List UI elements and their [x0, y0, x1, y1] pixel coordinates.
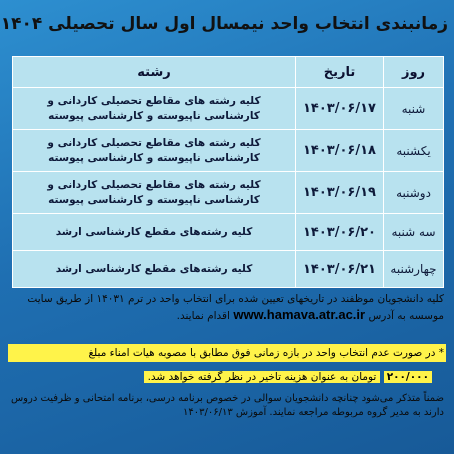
- row-field: کلیه رشته‌های مقطع کارشناسی ارشد: [55, 262, 253, 275]
- header-field: رشته: [137, 64, 171, 80]
- advisor-notice: [8, 392, 444, 448]
- table-row: [13, 250, 443, 287]
- registration-notice-end: اقدام نمایند.: [176, 310, 230, 322]
- table-row: [13, 87, 443, 129]
- row-day: شنبه: [383, 88, 443, 129]
- table-header-row: [13, 57, 443, 87]
- row-field: کلیه رشته های مقاطع تحصیلی کاردانی و کارشناسی ناپیوسته و کارشناسی پیوسته: [47, 136, 261, 164]
- table-row: [13, 129, 443, 171]
- header-date: تاریخ: [295, 57, 383, 87]
- row-day: سه شنبه: [383, 214, 443, 250]
- schedule-table: [12, 56, 444, 288]
- row-field: کلیه رشته های مقاطع تحصیلی کاردانی و کارشناسی ناپیوسته و کارشناسی پیوسته: [47, 94, 261, 122]
- row-date: ۱۴۰۳/۰۶/۲۰: [295, 214, 383, 250]
- row-day: دوشنبه: [383, 172, 443, 213]
- table-row: [13, 213, 443, 250]
- row-date: ۱۴۰۳/۰۶/۱۷: [295, 88, 383, 129]
- advisor-notice-text: ضمناً متذکر می‌شود چنانچه دانشجویان سوالی در خصوص برنامه درسی، برنامه امتحانی و ظرفیت دروس دارند به مدیر گروه مربوطه مراجعه نمایند.: [10, 393, 444, 418]
- website-link[interactable]: www.hamava.atr.ac.ir: [233, 307, 366, 322]
- page-title: زمانبندی انتخاب واحد نیمسال اول سال تحصیلی ۱۴۰۴: [0, 14, 448, 34]
- row-date: ۱۴۰۳/۰۶/۲۱: [295, 251, 383, 287]
- row-date: ۱۴۰۳/۰۶/۱۸: [295, 130, 383, 171]
- row-date: ۱۴۰۳/۰۶/۱۹: [295, 172, 383, 213]
- late-fee-notice-line1: * در صورت عدم انتخاب واحد در بازه زمانی فوق مطابق با مصوبه هیات امناء مبلغ: [8, 344, 446, 362]
- registration-notice: [8, 292, 444, 332]
- header-day: روز: [383, 57, 443, 87]
- row-day: یکشنبه: [383, 130, 443, 171]
- late-fee-notice-line2: [8, 368, 446, 386]
- row-field: کلیه رشته‌های مقطع کارشناسی ارشد: [55, 225, 253, 238]
- row-field: کلیه رشته های مقاطع تحصیلی کاردانی و کارشناسی ناپیوسته و کارشناسی پیوسته: [47, 178, 261, 206]
- registration-notice-text: کلیه دانشجویان موظفند در تاریخهای تعیین شده برای انتخاب واحد در ترم ۱۴۰۳۱ از طریق سایت موسسه به آدرس: [27, 293, 444, 322]
- late-fee-notice-text: تومان به عنوان هزینه تاخیر در نظر گرفته خواهد شد.: [144, 371, 381, 383]
- row-day: چهارشنبه: [383, 251, 443, 287]
- signature-date: آموزش ۱۴۰۳/۰۶/۱۳: [183, 407, 267, 418]
- table-row: [13, 171, 443, 213]
- late-fee-amount: ۲۰۰/۰۰۰: [384, 371, 432, 383]
